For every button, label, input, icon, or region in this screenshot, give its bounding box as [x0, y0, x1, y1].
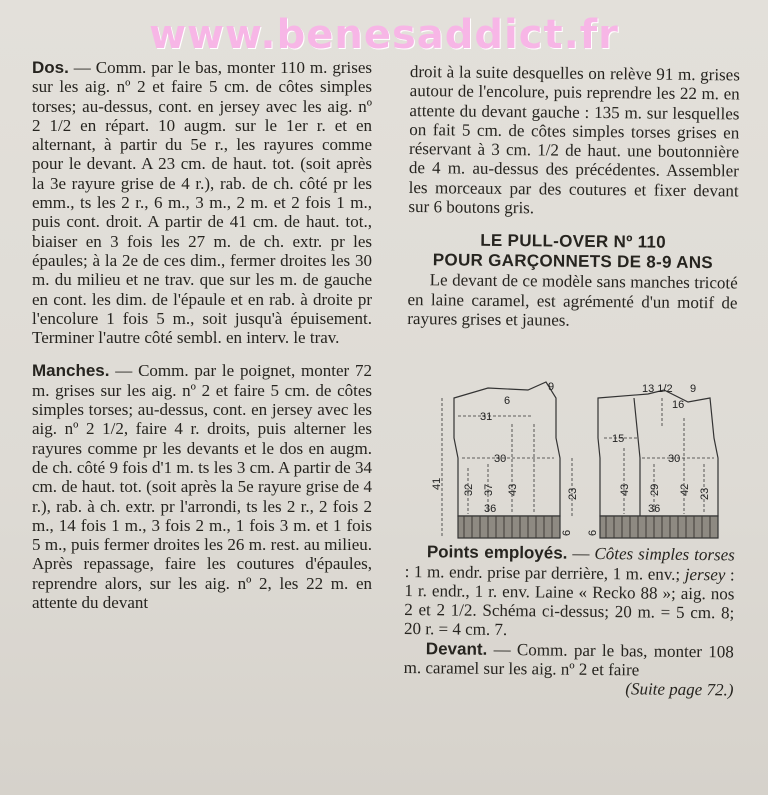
points-paragraph: [404, 542, 735, 642]
manches-text: — Comm. par le poignet, monter 72 m. grises sur les aig. nº 2 et faire 5 cm. de côtes simples torses; au-dessus, cont. en jersey avec les aig. nº 2 1/2, faire 4 r. droits, puis alterner les rayures comme pr les devants et le dos en augm. de ch. côté 9 fois d'1 m. ts les 3 cm. A partir de 34 cm. de haut. tot. (soit après la 5e rayure grise de 4 r.), rab. à ch. extr. pr l'arrondi, ts les 2 r., 2 fois 2 m., 14 fois 1 m., 3 fois 2 m., 1 fois 3 m. et 1 fois 5 m., puis fermer droites les 26 m. rest. au milieu. Après repassage, faire les coutures d'épaules, reprendre alors, sur les aig. nº 2, les 22 m. en attente du devant: [32, 361, 372, 613]
devant-text: — Comm. par le bas, monter 108 m. caramel sur les aig. nº 2 et faire: [403, 639, 734, 680]
manches-paragraph: [32, 361, 372, 612]
front-chest-measure: 30: [668, 453, 681, 465]
back-chest-measure: 30: [494, 453, 507, 465]
points-jersey: jersey: [684, 564, 726, 584]
front-left-width-measure: 15: [612, 433, 625, 445]
devant-label: Devant.: [425, 638, 488, 659]
pattern-heading-line1: LE PULL-OVER Nº 110: [480, 231, 667, 253]
points-text-1: : 1 m. endr. prise par derrière, 1 m. env.;: [404, 561, 685, 584]
points-cotes: Côtes simples torses: [594, 544, 735, 565]
back-h1-measure: 32: [463, 483, 475, 496]
pattern-schematic: [428, 378, 748, 548]
front-h2-measure: 29: [649, 483, 661, 496]
points-dash: —: [567, 543, 595, 564]
intro-text: Le devant de ce modèle sans manches tricoté en laine caramel, est agrémenté d'un motif de rayures grises et jaunes.: [407, 270, 738, 330]
front-piece-diagram: [598, 390, 718, 538]
front-shoulder-measure: 13 1/2: [642, 383, 673, 395]
front-side-measure: 9: [690, 383, 697, 395]
points-text-2: : 1 r. endr., 1 r. env. Laine « Recko 88 »; aig. nos 2 et 2 1/2. Schéma ci-dessus; 20 m. = 5 cm. 8; 20 r. = 4 cm. 7.: [403, 564, 735, 640]
front-rib-measure: 6: [587, 529, 599, 536]
dos-label: Dos.: [32, 58, 69, 77]
suite-note: (Suite page 72.): [625, 679, 734, 700]
dos-text: — Comm. par le bas, monter 110 m. grises sur les aig. nº 2 et faire 5 cm. de côtes simples torses; au-dessus, cont. en jersey avec les aig. nº 2 1/2 en répart. 10 augm. sur le 1er r. et en alternant, à partir du 5e r., les rayures comme pour le devant. A 23 cm. de haut. tot. (soit après la 3e rayure grise de 4 r.), rab. de ch. côté pr les emm., ts les 2 r., 6 m., 3 m., 2 m. et 2 fois 1 m., puis cont. droit. A partir de 41 cm. de haut. tot., biaiser en 3 fois les 27 m. de ch. extr. pr les épaules; à la 2e de ces dim., fermer droites les 30 m. du milieu et ne trav. que sur les m. de gauche en cont. les dim. de l'épaule et en rab. à droite pr l'encolure 1 fois 5 m., soit jusqu'à épuisement. Terminer l'autre côté sembl. en interv. le trav.: [32, 58, 372, 348]
back-top-measure: 31: [480, 411, 493, 423]
front-h1-measure: 43: [619, 483, 631, 496]
back-bottom-measure: 36: [484, 503, 497, 515]
dos-paragraph: [32, 58, 372, 347]
devant-paragraph: [404, 639, 734, 681]
points-label: Points employés.: [426, 542, 568, 563]
continued-text: droit à la suite desquelles on relève 91 m. grises autour de l'encolure, puis reprendre les 22 m. en attente du devant gauche : 135 m. sur lesquelles on fait 5 cm. de côtes simples torses grises en réservant à 3 cm. 1/2 de haut. une boutonnière de 4 m. au-dessus des précédentes. Assembler les morceaux par des coutures et fixer devant sur 6 boutons gris.: [408, 62, 740, 218]
back-right-measure: 23: [567, 487, 579, 500]
manches-label: Manches.: [32, 361, 110, 381]
back-left-total-measure: 41: [431, 477, 443, 490]
back-shoulder-measure: 6: [504, 395, 511, 407]
watermark: www.benesaddict.fr: [149, 12, 619, 58]
back-h2-measure: 37: [483, 483, 495, 496]
back-rib-measure: 6: [561, 529, 573, 536]
back-side-measure: 9: [548, 381, 555, 393]
front-h3-measure: 42: [679, 483, 691, 496]
front-neck-measure: 16: [672, 399, 685, 411]
front-bottom-measure: 36: [648, 503, 661, 515]
front-right-measure: 23: [699, 487, 711, 500]
back-h3-measure: 43: [507, 483, 519, 496]
left-column: [32, 58, 372, 612]
pattern-heading-line2: POUR GARÇONNETS DE 8-9 ANS: [432, 250, 714, 273]
